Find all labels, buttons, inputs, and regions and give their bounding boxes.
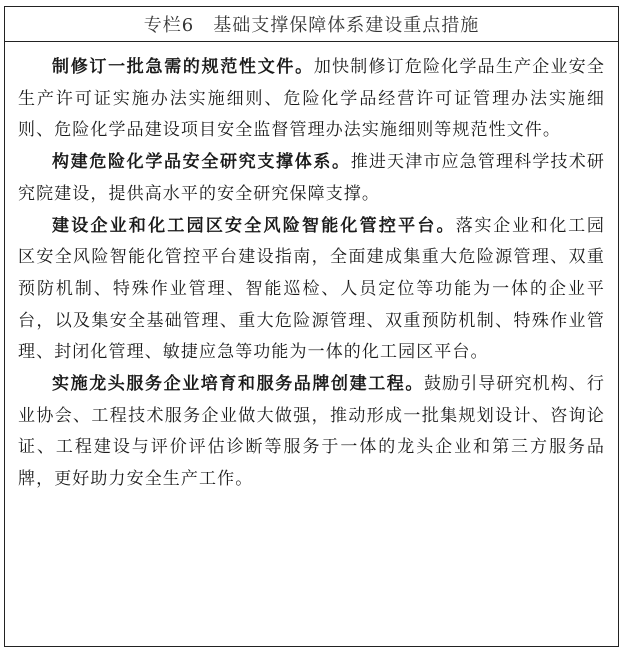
measure-item: [18, 211, 605, 370]
measure-title: 实施龙头服务企业培育和服务品牌创建工程。: [52, 374, 424, 395]
measure-title: 制修订一批急需的规范性文件。: [52, 57, 314, 77]
measure-text: 推进天津市应急管理科学技术研究院建设，提供高水平的安全研究保障支撑。: [18, 152, 605, 204]
measure-text: 鼓励引导研究机构、行业协会、工程技术服务企业做大做强，推动形成一批集规划设计、咨询论证、工程建设与评价评估诊断等服务于一体的龙头企业和第三方服务品牌，更好助力安全生产工作。: [18, 374, 605, 490]
box-body: [5, 42, 618, 496]
measure-item: [18, 369, 605, 496]
measure-item: [18, 147, 605, 210]
measure-title: 构建危险化学品安全研究支撑体系。: [52, 152, 351, 173]
measure-title: 建设企业和化工园区安全风险智能化管控平台。: [52, 215, 456, 236]
measure-text: 落实企业和化工园区安全风险智能化管控平台建设指南，全面建成集重大危险源管理、双重预防机制、特殊作业管理、智能巡检、人员定位等功能为一体的企业平台，以及集安全基础管理、重大危险源管理、双重预防机制、特殊作业管理、封闭化管理、敏捷应急等功能为一体的化工园区平台。: [18, 215, 605, 363]
box-title: 专栏6 基础支撑保障体系建设重点措施: [5, 7, 618, 42]
measure-item: [18, 52, 605, 147]
measure-text: 加快制修订危险化学品生产企业安全生产许可证实施办法实施细则、危险化学品经营许可证管理办法实施细则、危险化学品建设项目安全监督管理办法实施细则等规范性文件。: [18, 57, 605, 141]
sidebar-box: [4, 6, 619, 647]
